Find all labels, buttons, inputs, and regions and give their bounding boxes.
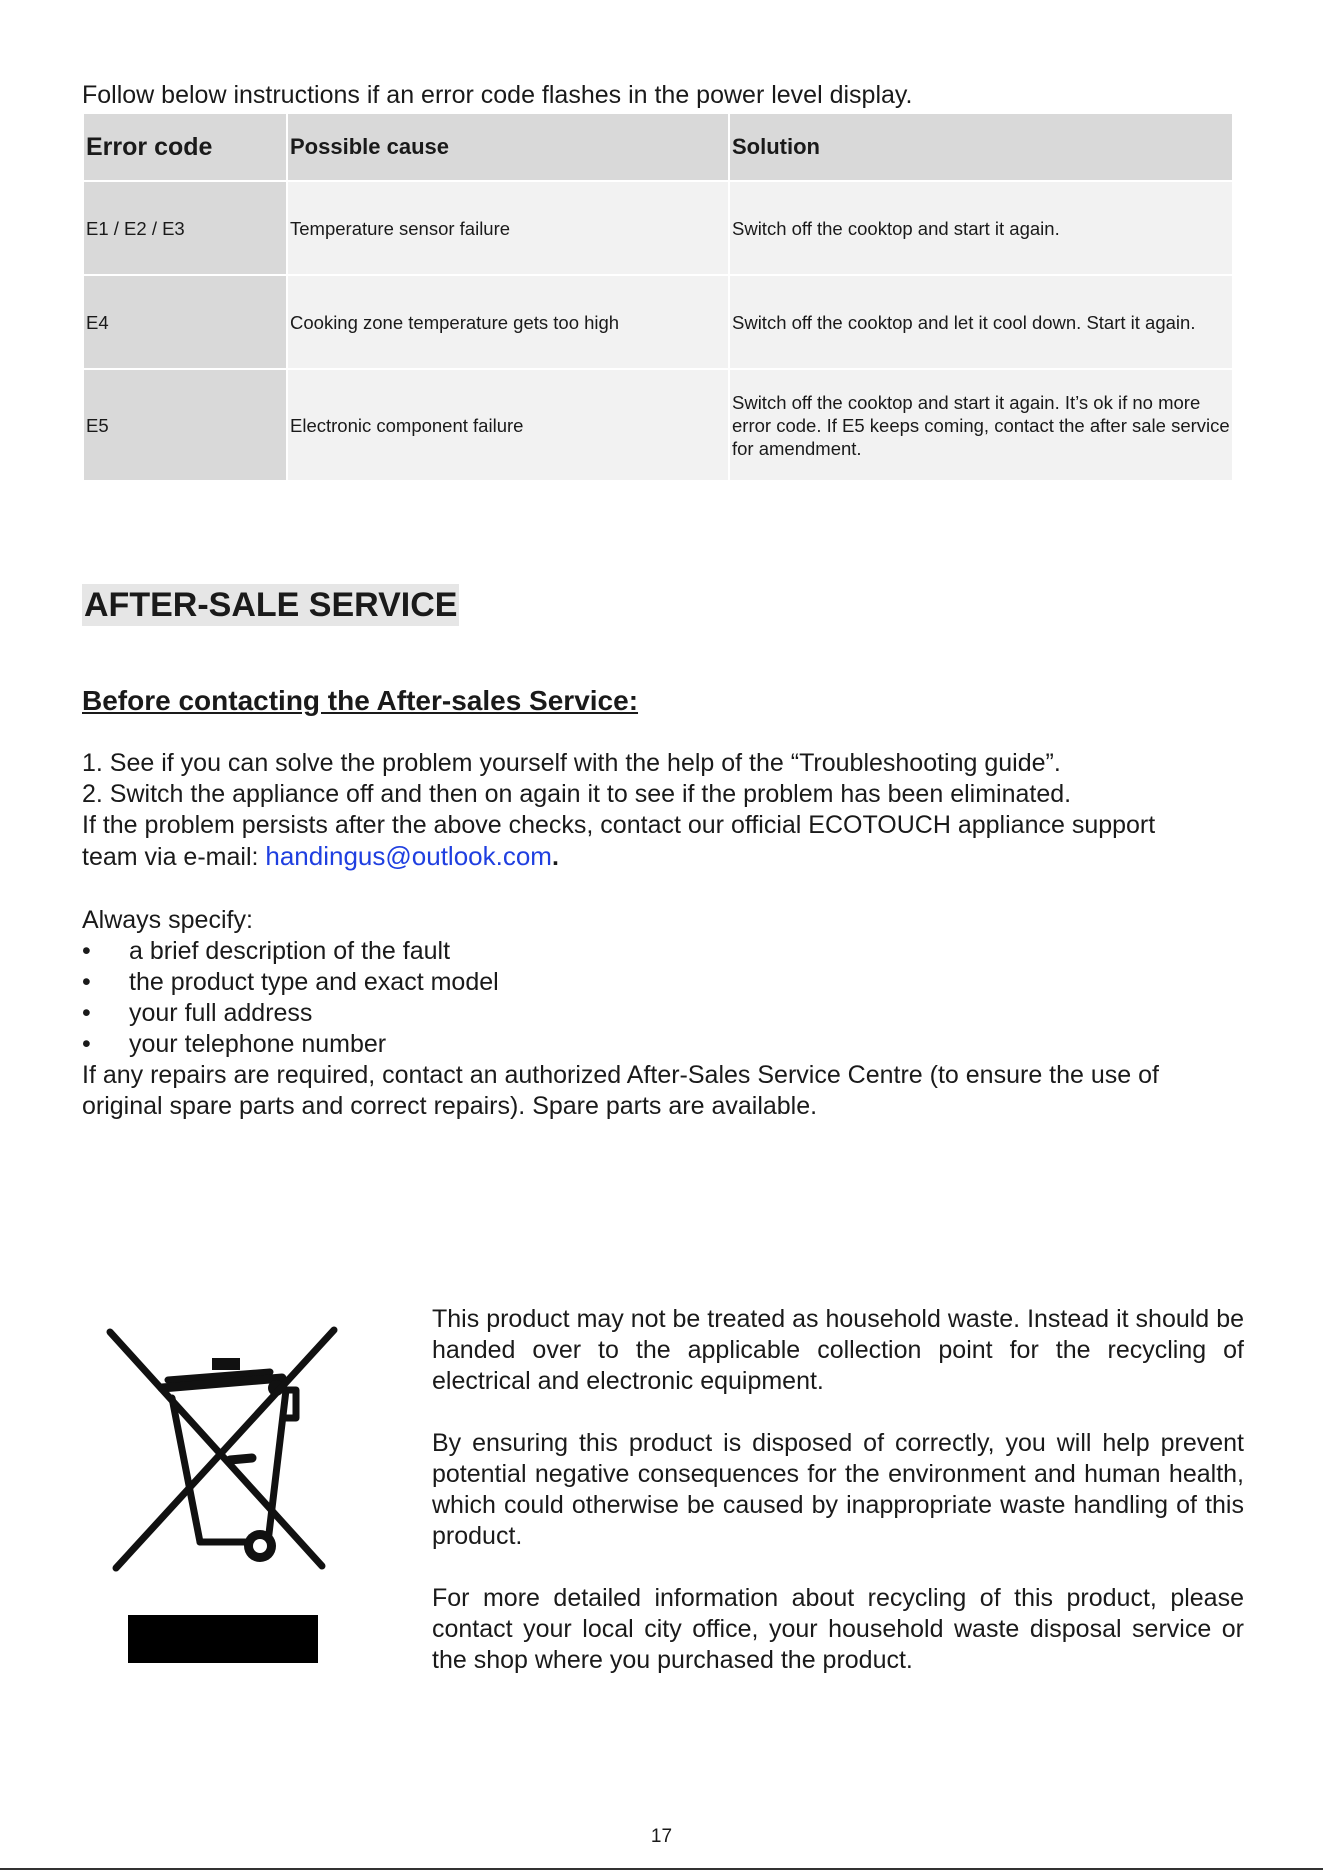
bullet-icon: • [82, 937, 91, 965]
table-row [83, 181, 1233, 275]
list-item [82, 1029, 1242, 1060]
after-sale-service-title: AFTER-SALE SERVICE [84, 586, 458, 624]
table-row [83, 369, 1233, 481]
step-1: 1. See if you can solve the problem yourself with the help of the “Troubleshooting guide”. [82, 749, 1061, 777]
list-item [82, 936, 1242, 967]
step-2: 2. Switch the appliance off and then on again it to see if the problem has been eliminated. [82, 780, 1072, 808]
page-number: 17 [650, 1826, 673, 1847]
table-header-row [83, 113, 1233, 181]
weee-paragraph-1: This product may not be treated as household waste. Instead it should be handed over to the applicable collection point for the recycling of electrical and electronic equipment. [432, 1305, 1244, 1395]
troubleshooting-steps [82, 748, 1242, 873]
solution-cell: Switch off the cooktop and let it cool down. Start it again. [729, 275, 1233, 369]
bullet-icon: • [82, 968, 91, 996]
list-item-text: your telephone number [129, 1030, 387, 1058]
weee-paragraph-3: For more detailed information about recycling of this product, please contact your local city office, your household waste disposal service or the shop where you purchased the product. [432, 1584, 1244, 1674]
error-code-cell: E5 [83, 369, 287, 481]
list-item-text: your full address [129, 999, 313, 1027]
always-specify-label: Always specify: [82, 906, 253, 934]
weee-paragraph-2: By ensuring this product is disposed of correctly, you will help prevent potential negative consequences for the environment and human health, which could otherwise be caused by inappropriate waste handling of this product. [432, 1429, 1244, 1550]
bullet-icon: • [82, 1030, 91, 1058]
header-solution: Solution [729, 113, 1233, 181]
specify-section [82, 905, 1242, 1122]
persists-text: If the problem persists after the above checks, contact our official ECOTOUCH appliance support [82, 811, 1156, 839]
error-code-cell: E1 / E2 / E3 [83, 181, 287, 275]
solution-cell: Switch off the cooktop and start it again. [729, 181, 1233, 275]
error-intro: Follow below instructions if an error code flashes in the power level display. [82, 81, 913, 109]
email-suffix: . [551, 843, 559, 871]
list-item-text: the product type and exact model [129, 968, 499, 996]
list-item [82, 967, 1242, 998]
error-code-table [82, 112, 1234, 482]
solution-cell: Switch off the cooktop and start it again. It’s ok if no more error code. If E5 keeps coming, contact the after sale service for amendment. [729, 369, 1233, 481]
cause-cell: Cooking zone temperature gets too high [287, 275, 729, 369]
repairs-text: If any repairs are required, contact an authorized After-Sales Service Centre (to ensure the use of original spare parts and correct repairs). Spare parts are available. [82, 1061, 1159, 1120]
crossed-out-wheelie-bin-icon [100, 1320, 350, 1670]
list-item-text: a brief description of the fault [129, 937, 451, 965]
specify-list [82, 936, 1242, 1060]
bullet-icon: • [82, 999, 91, 1027]
support-email-link[interactable]: handingus@outlook.com [265, 841, 552, 871]
header-possible-cause: Possible cause [287, 113, 729, 181]
header-error-code: Error code [83, 113, 287, 181]
list-item [82, 998, 1242, 1029]
weee-disposal-notice [432, 1304, 1244, 1707]
contact-line [82, 841, 1242, 873]
cause-cell: Electronic component failure [287, 369, 729, 481]
team-prefix: team via e-mail: [82, 843, 266, 871]
cause-cell: Temperature sensor failure [287, 181, 729, 275]
table-row [83, 275, 1233, 369]
error-code-cell: E4 [83, 275, 287, 369]
before-contacting-subtitle: Before contacting the After-sales Service: [82, 685, 639, 716]
